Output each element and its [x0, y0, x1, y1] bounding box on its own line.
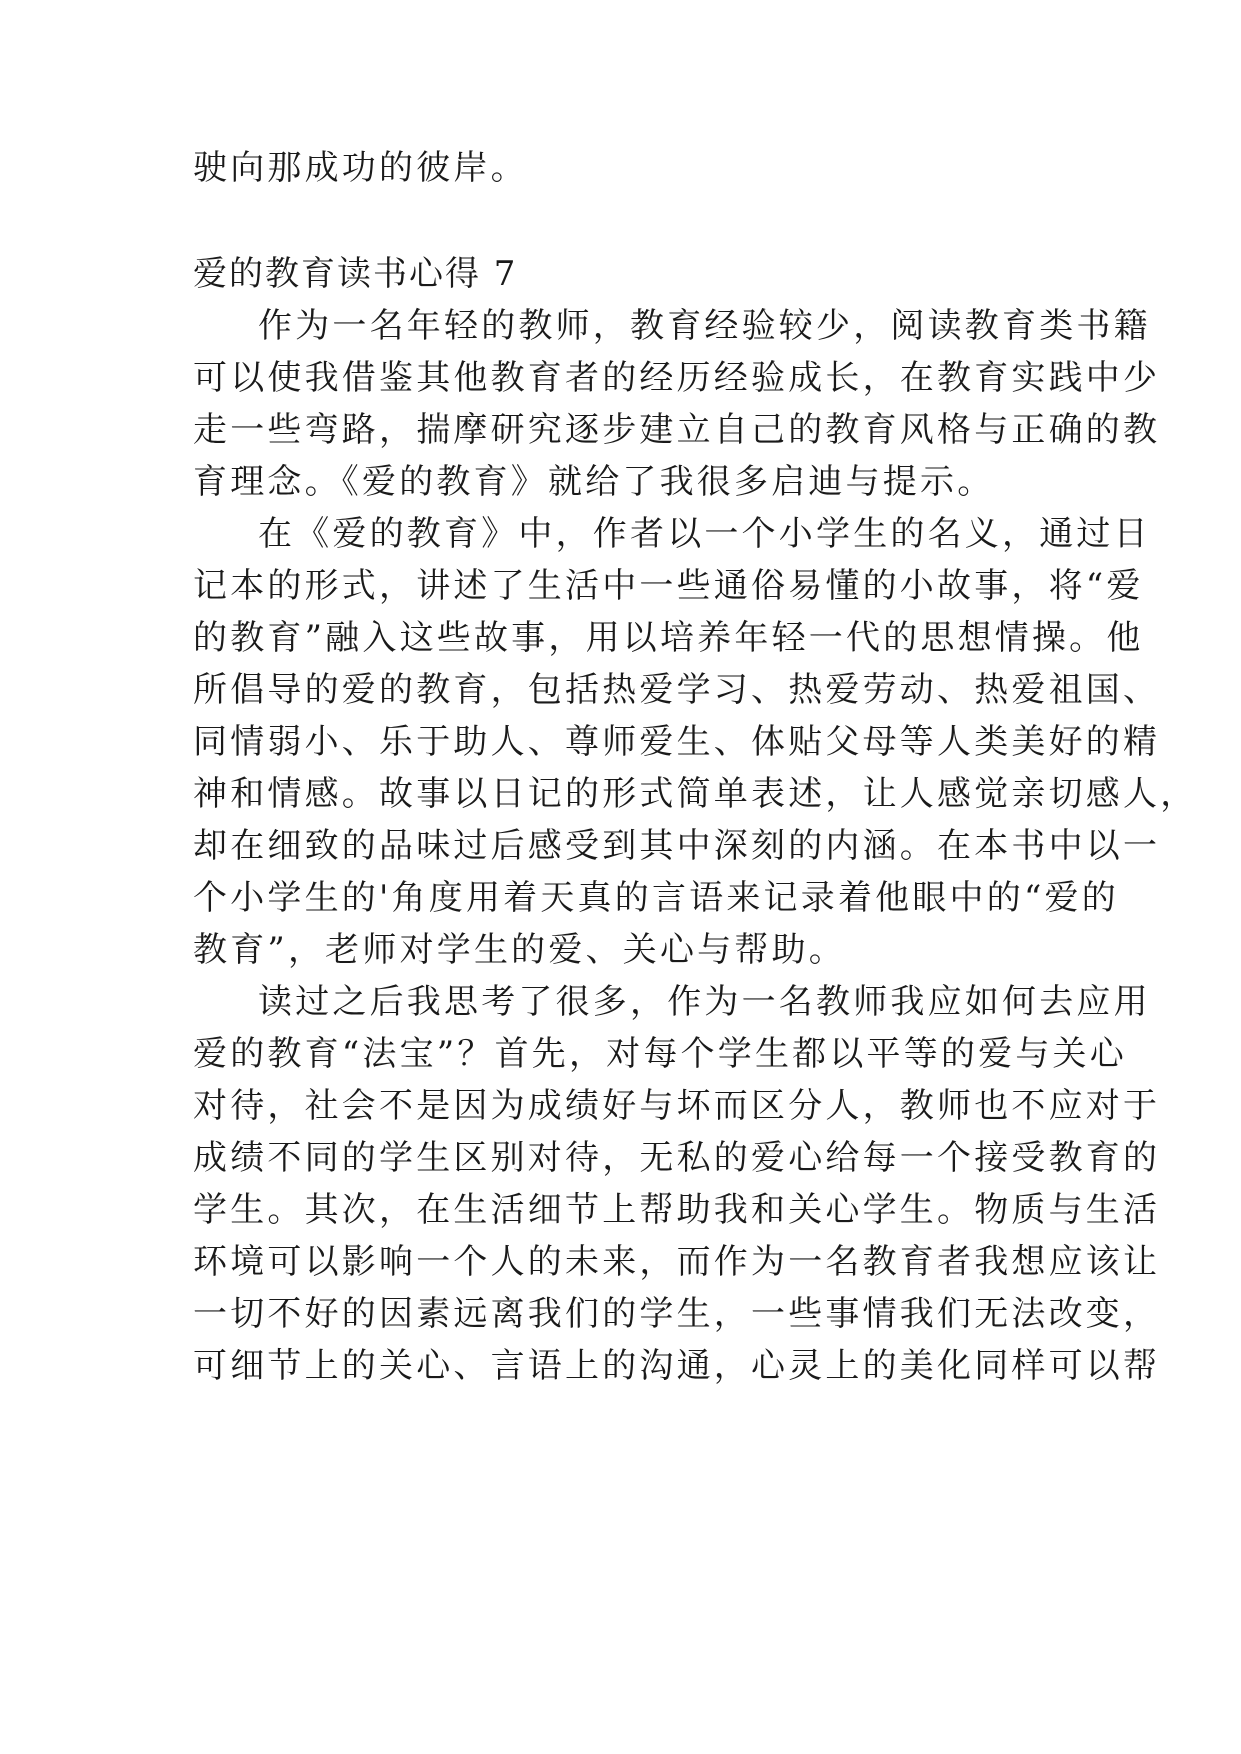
paragraph-line: 记本的形式，讲述了生活中一些通俗易懂的小故事，将“爱 — [193, 566, 1144, 606]
paragraph-line: 育理念。《爱的教育》就给了我很多启迪与提示。 — [193, 462, 995, 502]
paragraph-line: 环境可以影响一个人的未来，而作为一名教育者我想应该让 — [193, 1242, 1161, 1282]
paragraph-line: 同情弱小、乐于助人、尊师爱生、体贴父母等人类美好的精 — [193, 722, 1161, 762]
opening-line: 驶向那成功的彼岸。 — [193, 148, 528, 188]
paragraph-line: 教育”，老师对学生的爱、关心与帮助。 — [193, 930, 846, 970]
paragraph-line: 爱的教育“法宝”？首先，对每个学生都以平等的爱与关心 — [193, 1034, 1127, 1074]
paragraph-line: 却在细致的品味过后感受到其中深刻的内涵。在本书中以一 — [193, 826, 1161, 866]
paragraph-line: 可以使我借鉴其他教育者的经历经验成长，在教育实践中少 — [193, 358, 1161, 398]
paragraph-line: 可细节上的关心、言语上的沟通，心灵上的美化同样可以帮 — [193, 1346, 1161, 1386]
paragraph-line: 个小学生的'角度用着天真的言语来记录着他眼中的“爱的 — [193, 878, 1119, 918]
paragraph-line: 在《爱的教育》中，作者以一个小学生的名义，通过日 — [258, 514, 1151, 554]
paragraph-line: 神和情感。故事以日记的形式简单表述，让人感觉亲切感人， — [193, 774, 1198, 814]
paragraph-line: 一切不好的因素远离我们的学生，一些事情我们无法改变， — [193, 1294, 1161, 1334]
paragraph-line: 走一些弯路，揣摩研究逐步建立自己的教育风格与正确的教 — [193, 410, 1161, 450]
paragraph-line: 的教育”融入这些故事，用以培养年轻一代的思想情操。他 — [193, 618, 1144, 658]
paragraph-line: 学生。其次，在生活细节上帮助我和关心学生。物质与生活 — [193, 1190, 1161, 1230]
paragraph-line: 对待，社会不是因为成绩好与坏而区分人，教师也不应对于 — [193, 1086, 1161, 1126]
paragraph-line: 所倡导的爱的教育，包括热爱学习、热爱劳动、热爱祖国、 — [193, 670, 1161, 710]
section-heading: 爱的教育读书心得 7 — [193, 254, 518, 294]
paragraph-line: 成绩不同的学生区别对待，无私的爱心给每一个接受教育的 — [193, 1138, 1161, 1178]
paragraph-line: 读过之后我思考了很多，作为一名教师我应如何去应用 — [258, 982, 1151, 1022]
paragraph-line: 作为一名年轻的教师，教育经验较少，阅读教育类书籍 — [258, 306, 1151, 346]
